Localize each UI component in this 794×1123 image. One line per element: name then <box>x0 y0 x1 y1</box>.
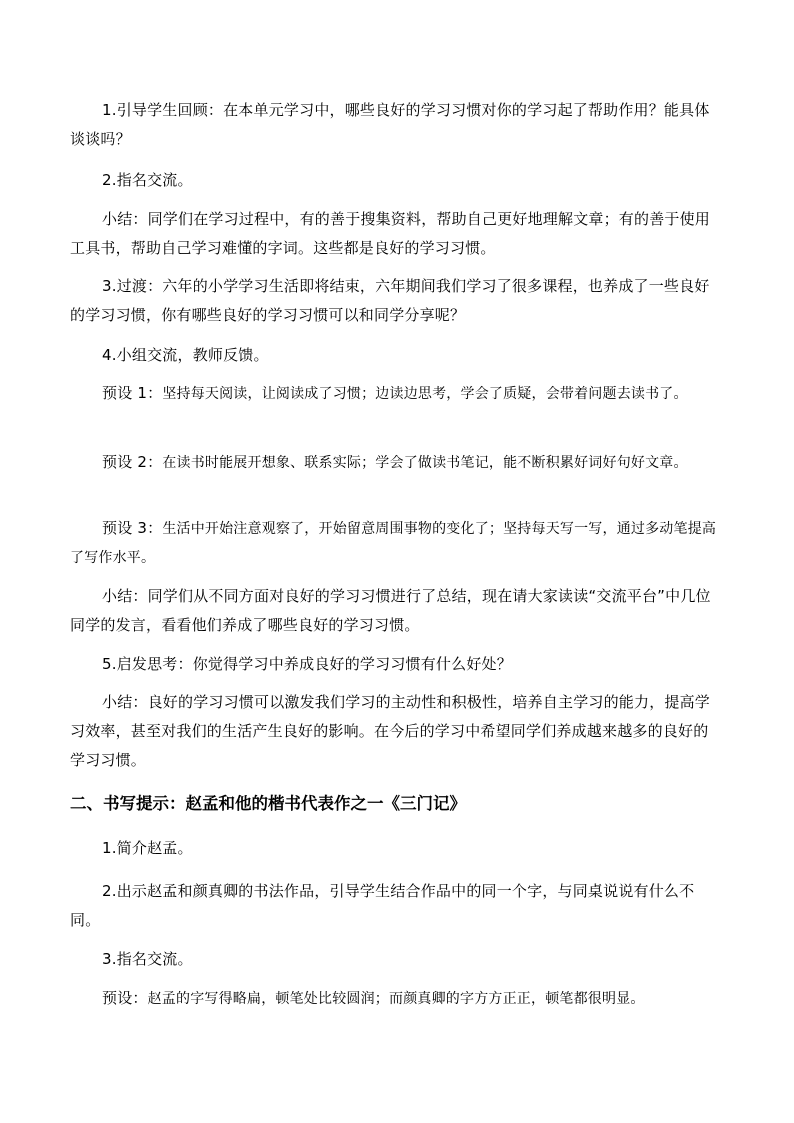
paragraph-name-exchange-2: 3.指名交流。 <box>102 950 193 968</box>
paragraph-intro-zhao: 1.简介赵孟。 <box>102 839 193 857</box>
paragraph-transition: 3.过渡：六年的小学学习生活即将结束，六年期间我们学习了很多课程，也养成了一些良好的学习习惯，你有哪些良好的学习习惯可以和同学分享呢？ <box>70 277 710 324</box>
paragraph-preset-calligraphy <box>70 984 722 1014</box>
paragraph-preset-1 <box>70 379 722 409</box>
paragraph-summary-2: 小结：同学们从不同方面对良好的学习习惯进行了总结，现在请大家读读“交流平台”中几位同学的发言，看看他们养成了哪些良好的学习习惯。 <box>70 587 711 634</box>
preset-text: 坚持每天阅读，让阅读成了习惯；边读边思考，学会了质疑，会带着问题去读书了。 <box>162 386 688 402</box>
preset-label: 预设 3： <box>102 519 163 537</box>
preset-label: 预设 2： <box>102 453 163 471</box>
paragraph-summary-1: 小结：同学们在学习过程中，有的善于搜集资料，帮助自己更好地理解文章；有的善于使用工具书，帮助自己学习难懂的字词。这些都是良好的学习习惯。 <box>70 210 711 257</box>
preset-text: 赵孟的字写得略扁，顿笔处比较圆润；而颜真卿的字方方正正，顿笔都很明显。 <box>147 991 645 1007</box>
preset-label: 预设： <box>102 989 148 1007</box>
preset-text: 生活中开始注意观察了，开始留意周围事物的变化了；坚持每天写一写，通过多动笔提高了写作水平。 <box>70 521 717 566</box>
paragraph-name-exchange: 2.指名交流。 <box>102 171 193 189</box>
preset-text: 在读书时能展开想象、联系实际；学会了做读书笔记，能不断积累好词好句好文章。 <box>162 455 688 471</box>
paragraph-show-works: 2.出示赵孟和颜真卿的书法作品，引导学生结合作品中的同一个字，与同桌说说有什么不同。 <box>70 882 695 929</box>
preset-label: 预设 1： <box>102 384 163 402</box>
paragraph-inspire-thinking: 5.启发思考：你觉得学习中养成良好的学习习惯有什么好处？ <box>102 655 512 673</box>
paragraph-summary-3: 小结：良好的学习习惯可以激发我们学习的主动性和积极性，培养自主学习的能力，提高学习效率，甚至对我们的生活产生良好的影响。在今后的学习中希望同学们养成越来越多的良好的学习习惯。 <box>70 693 711 769</box>
paragraph-preset-2 <box>70 448 722 478</box>
paragraph-review-question: 1.引导学生回顾：在本单元学习中，哪些良好的学习习惯对你的学习起了帮助作用？能具体谈谈吗？ <box>70 101 710 148</box>
section-heading: 二、书写提示：赵孟和他的楷书代表作之一《三门记》 <box>70 794 466 813</box>
paragraph-preset-3 <box>70 514 722 573</box>
paragraph-group-exchange: 4.小组交流，教师反馈。 <box>102 346 269 364</box>
